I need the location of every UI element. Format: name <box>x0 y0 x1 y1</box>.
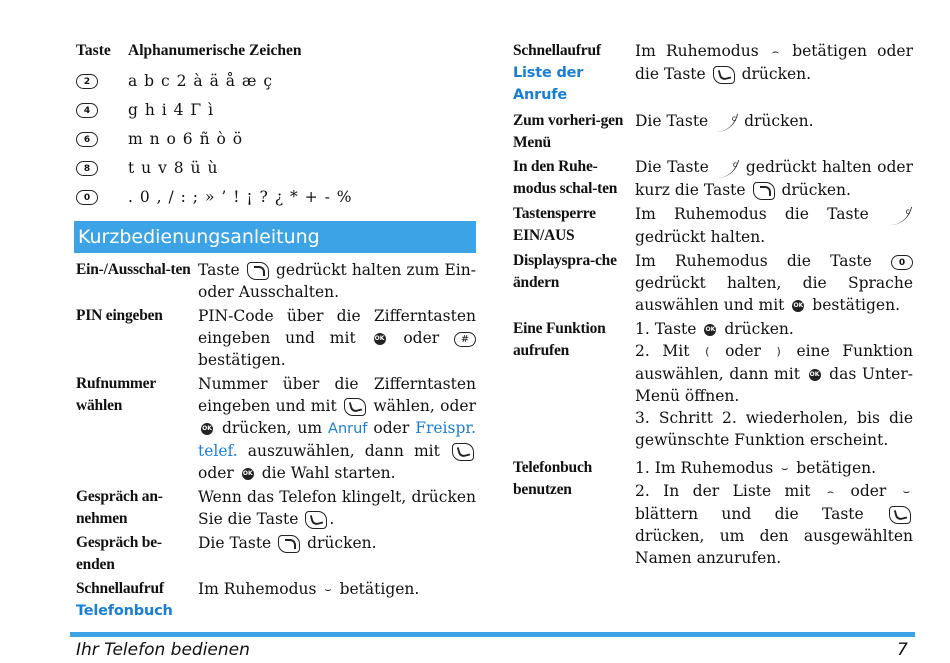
entry-language <box>513 250 913 316</box>
ok-key-icon: OK <box>809 369 821 381</box>
chars-row <box>76 153 476 182</box>
ok-key-icon: OK <box>792 300 804 312</box>
entry-term: Ein-/Ausschal-ten <box>76 261 191 278</box>
chars-row <box>76 95 476 124</box>
key-0-icon: 0 <box>76 190 98 205</box>
key-8-icon: 8 <box>76 161 98 176</box>
entry-term: Eine Funktion aufrufen <box>513 320 606 359</box>
entry-term: In den Ruhe-modus schal-ten <box>513 158 618 197</box>
entry-term: Telefonbuch benutzen <box>513 459 593 498</box>
phonebook-link: Telefonbuch <box>76 603 173 619</box>
entry-term: Zum vorheri-gen Menü <box>513 112 624 151</box>
entry-term: PIN eingeben <box>76 307 163 324</box>
end-call-key-icon <box>247 262 269 280</box>
entry-desc: Im Ruhemodus die Taste c gedrückt halten. <box>635 203 913 248</box>
end-call-key-icon <box>753 182 775 200</box>
call-key-icon <box>713 66 735 84</box>
call-key-icon <box>344 398 366 416</box>
freispr-link: Freispr. telef. <box>198 419 477 460</box>
entry-desc: Im Ruhemodus ⌣ betätigen. <box>198 578 476 622</box>
entry-desc: Die Taste drücken. <box>198 534 377 552</box>
call-key-icon <box>305 511 327 529</box>
footer-rule <box>70 632 915 637</box>
entry-keylock <box>513 203 913 248</box>
nav-down-icon: ⌣ <box>902 485 910 498</box>
key-4-icon: 4 <box>76 103 98 118</box>
chars-row <box>76 182 476 211</box>
header-chars: Alphanumerische Zeichen <box>128 42 302 59</box>
ok-key-icon: OK <box>201 423 213 435</box>
chars-value: m n o 6 ñ ò ö <box>128 129 244 148</box>
clear-key-icon <box>717 157 737 179</box>
entry-term: Rufnummer wählen <box>76 375 156 414</box>
entry-desc: Die Taste c drücken. <box>635 110 913 154</box>
entry-desc: 1. Im Ruhemodus ⌣ betätigen. 2. In der Liste mit ⌢ oder ⌣ blättern und die Taste drücken, um den ausgewählten Namen anzurufen. <box>635 459 913 567</box>
key-2-icon: 2 <box>76 74 98 89</box>
entry-desc: Wenn das Telefon klingelt, drücken Sie die Taste . <box>198 488 476 528</box>
entry-call-list <box>513 40 913 106</box>
entry-term: Tastensperre EIN/AUS <box>513 205 596 244</box>
chars-table-header <box>76 40 476 62</box>
call-list-link: Liste der Anrufe <box>513 65 584 103</box>
entry-desc: Nummer über die Zifferntasten eingeben und mit wählen, oder OK drücken, um Anruf oder Freispr. telef. auszuwählen, dann mit oder OK die Wahl starten. <box>198 375 477 482</box>
entry-term: Displayspra-che ändern <box>513 252 617 291</box>
nav-up-icon: ⌢ <box>771 45 780 58</box>
entry-power <box>76 259 476 303</box>
header-key: Taste <box>76 42 111 59</box>
entry-idle-mode <box>513 156 913 201</box>
key-6-icon: 6 <box>76 132 98 147</box>
entry-function <box>513 318 913 451</box>
entry-desc: 1. Taste OK drücken. 2. Mit ( oder ) eine Funktion auswählen, dann mit OK das Unter-Menü öffnen. 3. Schritt 2. wiederholen, bis die gewünschte Funktion erscheint. <box>635 320 914 449</box>
nav-left-icon: ( <box>705 345 710 358</box>
chars-row <box>76 124 476 153</box>
call-key-icon <box>889 506 911 524</box>
ok-key-icon: OK <box>374 333 386 345</box>
end-call-key-icon <box>278 535 300 553</box>
chars-value: t u v 8 ü ù <box>128 158 219 177</box>
entry-pin <box>76 305 476 371</box>
nav-right-icon: ) <box>776 345 781 358</box>
entry-dial <box>76 373 476 484</box>
entry-desc: Im Ruhemodus ⌢ betätigen oder die Taste drücken. <box>635 42 913 83</box>
chars-value: a b c 2 à ä å æ ç <box>128 71 274 90</box>
entry-prev-menu <box>513 110 913 154</box>
nav-down-icon: ⌣ <box>781 462 789 475</box>
clear-key-icon <box>890 204 910 226</box>
entry-desc: Die Taste c gedrückt halten oder kurz die Taste drücken. <box>635 156 913 201</box>
entry-term: Schnellaufruf Liste der Anrufe <box>513 40 635 106</box>
entry-desc: Im Ruhemodus die Taste 0 gedrückt halten, die Sprache auswählen und mit OK bestätigen. <box>635 252 913 314</box>
clear-key-icon <box>716 111 736 133</box>
ok-key-icon: OK <box>242 468 254 480</box>
page-number: 7 <box>897 640 908 660</box>
hash-key-icon: # <box>454 332 476 347</box>
call-key-icon <box>452 443 474 461</box>
ok-key-icon: OK <box>704 324 716 336</box>
section-title: Kurzbedienungsanleitung <box>74 221 476 253</box>
chars-row <box>76 66 476 95</box>
chars-value: g h i 4 Γ ì <box>128 100 215 119</box>
entry-term: Gespräch an-nehmen <box>76 488 163 527</box>
entry-answer <box>76 486 476 530</box>
right-column <box>513 40 913 571</box>
anruf-link: Anruf <box>328 421 368 437</box>
footer-title: Ihr Telefon bedienen <box>76 640 250 660</box>
entry-term: Schnellaufruf Telefonbuch <box>76 578 198 622</box>
entry-term: Gespräch be-enden <box>76 534 162 573</box>
entry-phonebook <box>513 457 913 569</box>
nav-down-icon: ⌣ <box>324 583 332 596</box>
chars-value: . 0 , / : ; » ’ ! ¡ ? ¿ * + - % <box>128 187 353 206</box>
entry-phonebook-shortcut <box>76 578 476 622</box>
entry-desc: Taste gedrückt halten zum Ein- oder Ausschalten. <box>198 261 476 301</box>
entry-hangup <box>76 532 476 576</box>
entry-desc: PIN-Code über die Zifferntasten eingeben und mit OK oder # bestätigen. <box>198 307 476 369</box>
key-0-icon: 0 <box>891 255 913 270</box>
nav-up-icon: ⌢ <box>826 485 835 498</box>
left-column <box>76 40 476 624</box>
